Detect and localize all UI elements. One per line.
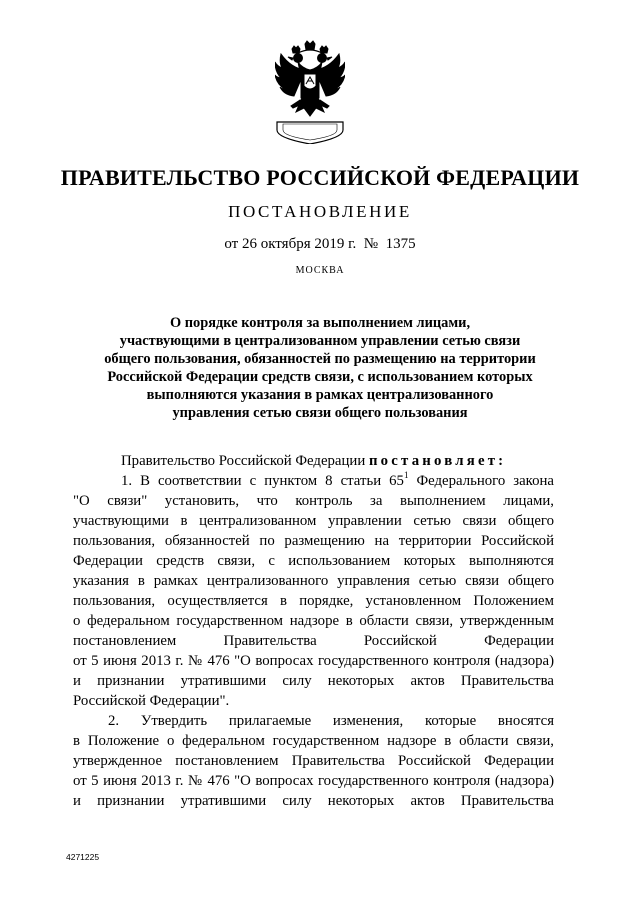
heading-line: выполняются указания в рамках централизованного	[146, 387, 494, 403]
item-1-line: постановлением Правительства Российской Федерации	[73, 633, 554, 649]
item-2-line: утвержденное постановлением Правительства Российской Федерации	[73, 753, 554, 769]
item-1-text: 1. В соответствии с пунктом 8 статьи 65	[121, 473, 404, 489]
preamble-resolves: постановляет:	[368, 453, 507, 469]
item-1-line: и признании утратившими силу некоторых актов Правительства	[73, 673, 554, 689]
item-1-line	[73, 471, 554, 491]
item-2-line: в Положение о федеральном государственном надзоре в области связи,	[73, 733, 554, 749]
item-1-line: о федеральном государственном надзоре в области связи, утвержденным	[73, 613, 554, 629]
item-2-line: и признании утратившими силу некоторых актов Правительства	[73, 793, 554, 809]
preamble	[73, 451, 554, 471]
heading-line: О порядке контроля за выполнением лицами,	[169, 315, 471, 331]
heading-line: Российской Федерации средств связи, с использованием которых	[107, 369, 533, 385]
item-1-line: указания в рамках централизованного управления сетью связи общего	[73, 573, 554, 589]
document-body	[73, 451, 554, 811]
item-2-line: от 5 июня 2013 г. № 476 "О вопросах государственного контроля (надзора)	[73, 773, 554, 789]
item-1-line: Российской Федерации".	[73, 693, 230, 709]
document-date-number: от 26 октября 2019 г. № 1375	[224, 236, 416, 252]
item-1-line: от 5 июня 2013 г. № 476 "О вопросах государственного контроля (надзора)	[73, 653, 554, 669]
item-2-line: 2. Утвердить прилагаемые изменения, которые вносятся	[108, 713, 554, 729]
document-code: 4271225	[66, 852, 100, 862]
government-title: ПРАВИТЕЛЬСТВО РОССИЙСКОЙ ФЕДЕРАЦИИ	[60, 165, 580, 190]
heading-line: управления сетью связи общего пользования	[172, 405, 468, 421]
item-1-line: участвующими в централизованном управлении сетью связи общего	[73, 513, 554, 529]
item-1-line: пользования, осуществляется в порядке, установленном Положением	[73, 593, 554, 609]
document-heading	[0, 314, 640, 422]
item-1-line: Федерации средств связи, с использованием которых выполняются	[73, 553, 554, 569]
heading-line: общего пользования, обязанностей по размещению на территории	[104, 351, 536, 367]
document-city: МОСКВА	[295, 265, 345, 276]
item-1-line: пользования, обязанностей по размещению на территории Российской	[73, 533, 554, 549]
preamble-text: Правительство Российской Федерации	[121, 453, 369, 469]
russian-coat-of-arms-icon	[275, 40, 345, 144]
document-type: ПОСТАНОВЛЕНИЕ	[228, 202, 412, 221]
heading-line: участвующими в централизованном управлении сетью связи	[119, 333, 521, 349]
item-1-line: "О связи" установить, что контроль за выполнением лицами,	[73, 493, 554, 509]
item-1-text: Федерального закона	[408, 473, 554, 489]
article-superscript: 1	[403, 470, 409, 480]
